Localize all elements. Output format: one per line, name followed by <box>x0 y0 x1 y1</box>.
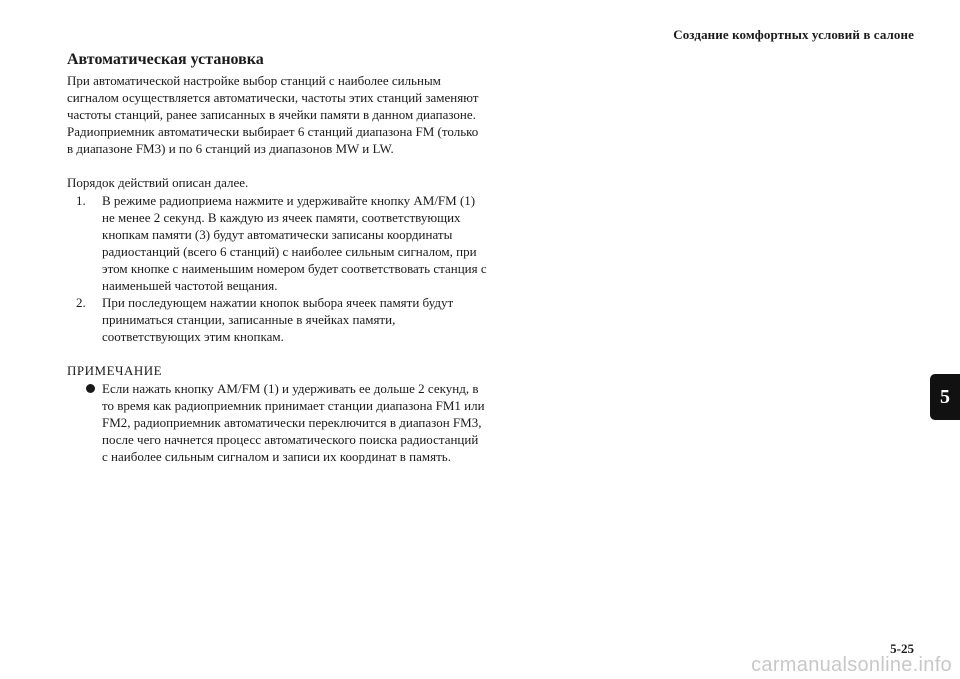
steps-list <box>67 192 487 346</box>
section-heading: Автоматическая установка <box>67 51 264 68</box>
running-header: Создание комфортных условий в салоне <box>673 27 914 42</box>
procedure-intro: Порядок действий описан далее. <box>67 175 249 191</box>
step-text: В режиме радиоприема нажмите и удерживайте кнопку AM/FM (1) не менее 2 секунд. В каждую из ячеек памяти, соответствующих кнопкам памяти (3) будут автоматически записаны координаты радиостанций (всего 6 станций) с наиболее сильным сигналом, при этом кнопке с наименьшим номером будет соответствовать станция с наименьшей частотой вещания. <box>102 192 487 294</box>
page-number: 5-25 <box>890 641 914 656</box>
step-number: 2. <box>76 295 86 311</box>
step-item <box>67 294 487 345</box>
note-item <box>67 380 487 465</box>
step-text: При последующем нажатии кнопок выбора ячеек памяти будут приниматься станции, записанные в ячейках памяти, соответствующих этим кнопкам. <box>102 295 454 345</box>
intro-paragraph: При автоматической настройке выбор станций с наиболее сильным сигналом осуществляется автоматически, частоты этих станций заменяют частоты станций, ранее записанных в ячейки памяти в данном диапазоне. Радиоприемник автоматически выбирает 6 станций диапазона FM (только в диапазоне FM3) и по 6 станций из диапазонов MW и LW. <box>67 73 479 157</box>
note-title: ПРИМЕЧАНИЕ <box>67 363 163 379</box>
chapter-tab <box>930 374 960 420</box>
chapter-tab-label: 5 <box>940 385 950 408</box>
watermark: carmanualsonline.info <box>751 654 952 676</box>
main-content <box>67 50 487 465</box>
step-item <box>67 192 487 295</box>
note-text: Если нажать кнопку AM/FM (1) и удерживать ее дольше 2 секунд, в то время как радиоприемник принимает станции диапазона FM1 или FM2, радиоприемник автоматически переключится в диапазон FM3, после чего начнется процесс автоматического поиска радиостанций с наиболее сильным сигналом и записи их координат в память. <box>102 380 485 464</box>
bullet-icon <box>86 384 95 393</box>
step-number: 1. <box>76 192 86 208</box>
